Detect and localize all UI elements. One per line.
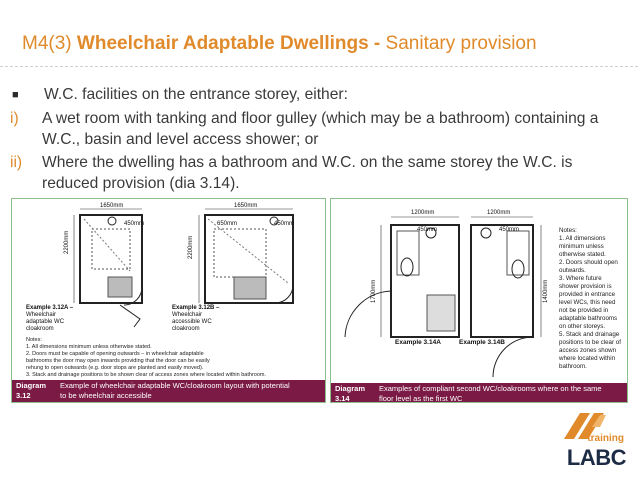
- dim-label: 2200mm: [188, 235, 194, 259]
- slide-title: [22, 33, 537, 55]
- caption-text: Examples of compliant second WC/cloakrooms where on the same floor level as the first WC: [379, 384, 602, 403]
- bullet-row: [10, 108, 620, 150]
- dim-label: 1200mm: [487, 210, 511, 216]
- dim-label: 1400mm: [543, 279, 549, 303]
- dim-label: 450mm: [417, 227, 438, 233]
- square-bullet-icon: ■: [12, 89, 19, 101]
- dim-label: 1650mm: [234, 203, 258, 209]
- diagram-3-12-notes: Notes: 1. All dimensions minimum unless otherwise stated. 2. Doors must be capable of opening outwards – in wheelchair adaptable bathrooms the door may open inwards providing that the door can be easily rehung to open outwards (e.g. door stops are planted and easily moved). 3. Stack and drainage positions to be shown clear of access zones where located within bathroom.: [26, 337, 266, 378]
- example-3-12a-label: Example 3.12A – Wheelchair adaptable WC cloakroom: [26, 305, 74, 332]
- title-suffix: Sanitary provision: [385, 33, 537, 54]
- diagram-3-14: [330, 198, 628, 403]
- dim-label: 1650mm: [100, 203, 124, 209]
- dim-label: 2200mm: [64, 230, 70, 254]
- dim-label: 1200mm: [411, 210, 435, 216]
- bullet-marker: i): [10, 110, 19, 127]
- caption-text: Example of wheelchair adaptable WC/cloakroom layout with potential to be wheelchair accessible: [60, 381, 290, 400]
- example-3-14a-label: Example 3.14A: [395, 339, 441, 346]
- bullet-row: [10, 84, 620, 106]
- labc-training-logo: [546, 405, 630, 473]
- example-3-14b-label: Example 3.14B: [459, 339, 505, 346]
- bullet-text: A wet room with tanking and floor gulley (which may be a bathroom) containing a W.C., basin and level access shower; or: [42, 110, 599, 148]
- dim-label: 450mm: [499, 227, 520, 233]
- caption-label: Diagram 3.14: [335, 384, 366, 403]
- diagram-3-12: [11, 198, 326, 403]
- logo-name-text: LABC: [566, 445, 626, 470]
- bullet-text: Where the dwelling has a bathroom and W.C. on the same storey the W.C. is reduced provision (dia 3.14).: [42, 154, 573, 192]
- bullet-row: [10, 152, 620, 194]
- logo-training-text: training: [587, 433, 624, 444]
- title-bold: Wheelchair Adaptable Dwellings -: [76, 33, 386, 54]
- dim-label: 450mm: [124, 221, 145, 227]
- dim-label: 650mm: [217, 221, 238, 227]
- diagram-3-12-caption: [12, 380, 325, 402]
- example-3-12b-label: Example 3.12B – Wheelchair accessible WC cloakroom: [172, 305, 220, 332]
- dim-label: 450mm: [274, 221, 295, 227]
- title-prefix: M4(3): [22, 33, 77, 54]
- caption-label: Diagram 3.12: [16, 381, 47, 400]
- diagram-3-14-caption: [331, 383, 627, 402]
- title-divider: [0, 66, 638, 68]
- dim-label: 1700mm: [371, 279, 377, 303]
- bullet-list: [10, 84, 620, 196]
- diagram-3-14-notes: Notes: 1. All dimensions minimum unless otherwise stated. 2. Doors should open outwards. 3. Where future shower provision is provided in entrance level WCs, this need not be provided in adaptable bathrooms on other storeys. 5. Stack and drainage positions to be clear of access zones shown where located within bathroom.: [559, 227, 621, 370]
- bullet-marker: ii): [10, 154, 23, 171]
- bullet-text: W.C. facilities on the entrance storey, either:: [44, 86, 348, 103]
